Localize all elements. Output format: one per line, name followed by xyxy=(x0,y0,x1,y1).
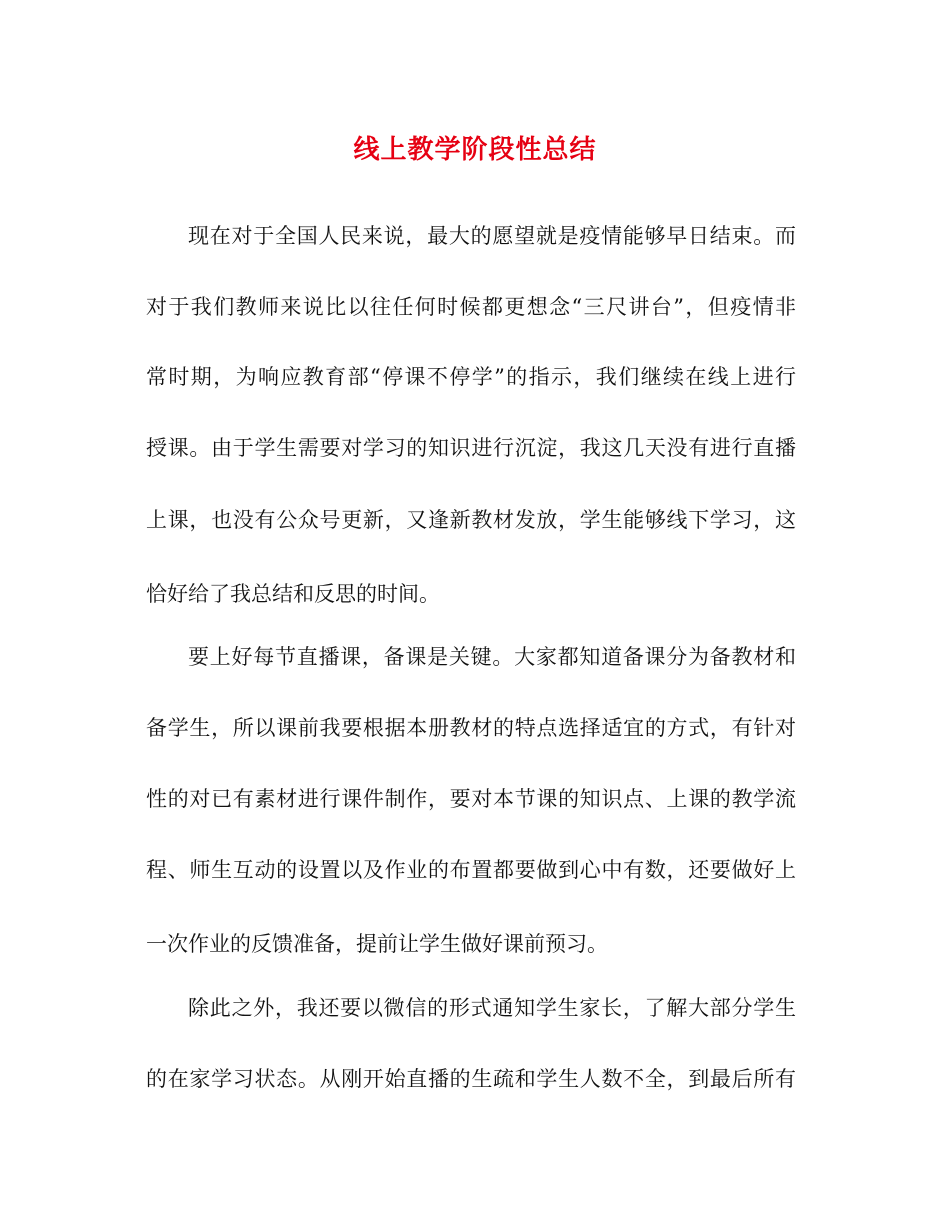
paragraph-line: 备学生，所以课前我要根据本册教材的特点选择适宜的方式，有针对 xyxy=(146,716,796,740)
paragraph-line: 现在对于全国人民来说，最大的愿望就是疫情能够早日结束。而 xyxy=(188,224,796,248)
paragraph-line: 授课。由于学生需要对学习的知识进行沉淀，我这几天没有进行直播 xyxy=(146,436,796,460)
paragraph-line: 的在家学习状态。从刚开始直播的生疏和学生人数不全，到最后所有 xyxy=(146,1067,796,1091)
paragraph-line: 对于我们教师来说比以往任何时候都更想念“三尺讲台”，但疫情非 xyxy=(146,295,796,319)
paragraph-line: 上课，也没有公众号更新，又逢新教材发放，学生能够线下学习，这 xyxy=(146,508,796,532)
paragraph-line: 性的对已有素材进行课件制作，要对本节课的知识点、上课的教学流 xyxy=(146,787,796,811)
document-title: 线上教学阶段性总结 xyxy=(353,135,597,165)
paragraph-line: 恰好给了我总结和反思的时间。 xyxy=(146,582,440,606)
paragraph-line: 程、师生互动的设置以及作业的布置都要做到心中有数，还要做好上 xyxy=(146,858,796,882)
paragraph-line: 要上好每节直播课，备课是关键。大家都知道备课分为备教材和 xyxy=(188,645,796,669)
paragraph-line: 常时期，为响应教育部“停课不停学”的指示，我们继续在线上进行 xyxy=(146,365,796,389)
paragraph-line: 一次作业的反馈准备，提前让学生做好课前预习。 xyxy=(146,932,608,956)
paragraph-line: 除此之外，我还要以微信的形式通知学生家长，了解大部分学生 xyxy=(188,996,796,1020)
